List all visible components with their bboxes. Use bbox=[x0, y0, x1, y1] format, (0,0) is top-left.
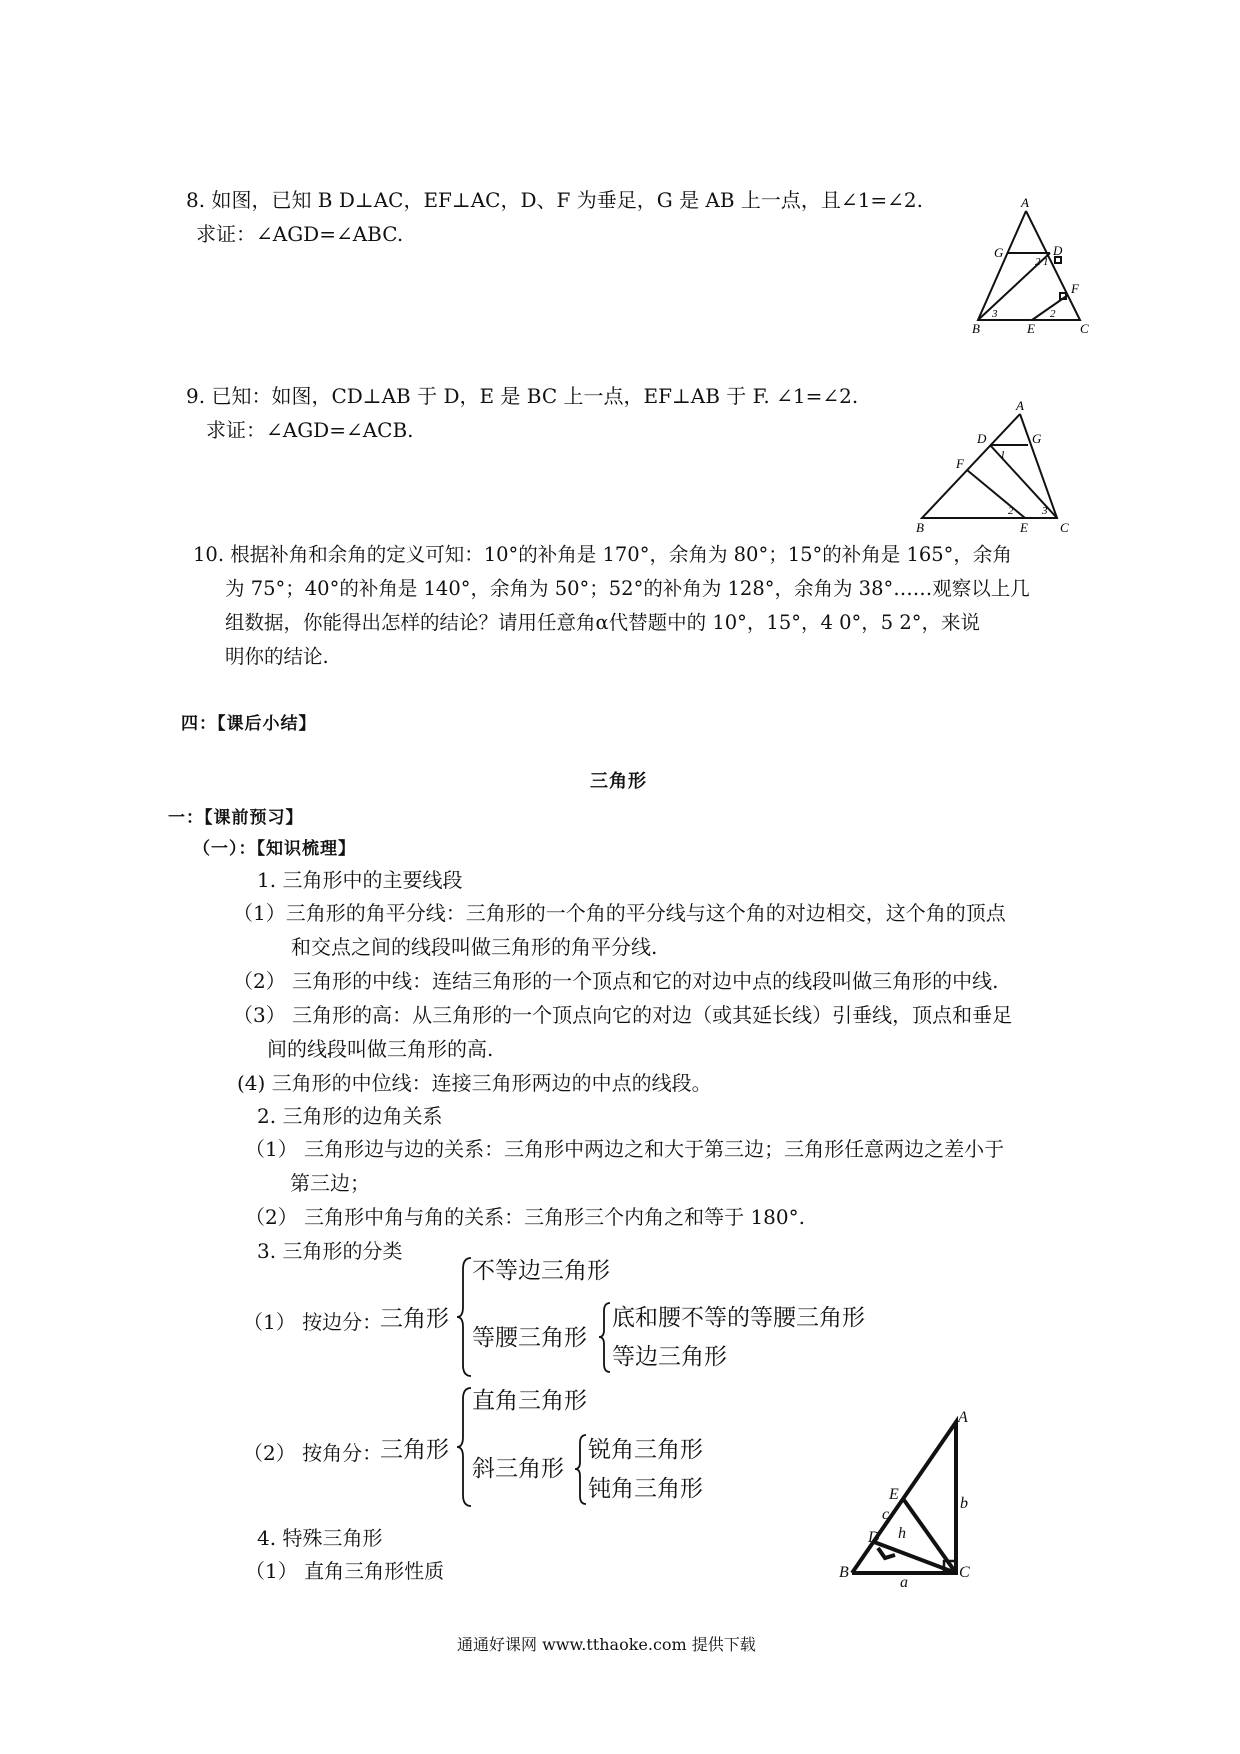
q8-label-A: A bbox=[1021, 195, 1029, 210]
k1-p3a: （3） 三角形的高：从三角形的一个顶点向它的对边（或其延长线）引垂线，顶点和垂足 bbox=[233, 1003, 1013, 1027]
k3-by-side-label: （1） 按边分： bbox=[243, 1310, 383, 1334]
k3-right: 直角三角形 bbox=[472, 1388, 587, 1414]
chapter-title: 三角形 bbox=[590, 771, 647, 792]
q9-label-D: D bbox=[977, 431, 987, 446]
k3-iso-unequal: 底和腰不等的等腰三角形 bbox=[612, 1305, 865, 1331]
q9-label-3: 3 bbox=[1042, 505, 1048, 517]
k1-p2: （2） 三角形的中线：连结三角形的一个顶点和它的对边中点的线段叫做三角形的中线. bbox=[233, 969, 999, 993]
q9-line2: 求证：∠AGD=∠ACB. bbox=[206, 418, 414, 442]
page-footer: 通通好课网 www.tthaoke.com 提供下载 bbox=[457, 1635, 756, 1654]
q8-label-1: 1 bbox=[1043, 256, 1049, 268]
k2-title: 2. 三角形的边角关系 bbox=[257, 1104, 443, 1128]
q8-line1: 8. 如图，已知 B D⊥AC，EF⊥AC，D、F 为垂足，G 是 AB 上一点，且∠1=∠2. bbox=[186, 188, 924, 212]
k3-by-angle-root: 三角形 bbox=[380, 1437, 449, 1463]
k3-scalene: 不等边三角形 bbox=[472, 1258, 610, 1284]
k3-by-angle-label: （2） 按角分： bbox=[243, 1441, 383, 1465]
k2-p1b: 第三边； bbox=[290, 1171, 370, 1195]
k3-equilateral: 等边三角形 bbox=[612, 1344, 727, 1370]
q8-label-B: B bbox=[972, 321, 980, 335]
k1-p3b: 间的线段叫做三角形的高. bbox=[267, 1037, 494, 1061]
q8-figure bbox=[960, 195, 1110, 335]
k4-p1: （1） 直角三角形性质 bbox=[245, 1559, 445, 1583]
q9-label-C: C bbox=[1060, 520, 1069, 533]
q8-label-2b: 2 bbox=[1050, 308, 1056, 320]
rt-label-h: h bbox=[898, 1525, 906, 1542]
q8-line2: 求证：∠AGD=∠ABC. bbox=[196, 222, 404, 246]
right-triangle-figure bbox=[838, 1408, 978, 1588]
rt-label-a: a bbox=[900, 1574, 908, 1588]
q8-label-F: F bbox=[1071, 281, 1079, 296]
rt-label-B: B bbox=[839, 1564, 849, 1581]
q8-label-E: E bbox=[1027, 321, 1035, 335]
q8-label-2: 2 bbox=[1035, 256, 1041, 268]
rt-label-E: E bbox=[889, 1486, 899, 1503]
q10-line3: 组数据，你能得出怎样的结论？请用任意角α代替题中的 10°，15°，4 0°，5 2°，来说 bbox=[225, 611, 981, 634]
q9-label-B: B bbox=[916, 520, 924, 533]
k3-isosceles: 等腰三角形 bbox=[472, 1325, 587, 1351]
subsection1-heading: （一）：【知识梳理】 bbox=[193, 839, 356, 859]
k3-obtuse: 钝角三角形 bbox=[588, 1476, 703, 1502]
q8-label-C: C bbox=[1080, 321, 1089, 335]
k3-oblique: 斜三角形 bbox=[472, 1456, 564, 1482]
k1-p1a: （1）三角形的角平分线：三角形的一个角的平分线与这个角的对边相交，这个角的顶点 bbox=[233, 901, 1006, 925]
q9-label-2: 2 bbox=[1008, 505, 1014, 517]
q9-line1: 9. 已知：如图，CD⊥AB 于 D，E 是 BC 上一点，EF⊥AB 于 F. ∠1=∠2. bbox=[186, 384, 859, 408]
q9-label-1: 1 bbox=[1000, 449, 1006, 461]
q10-line1: 10. 根据补角和余角的定义可知：10°的补角是 170°，余角为 80°；15°的补角是 165°，余角 bbox=[193, 543, 1012, 566]
k2-p2: （2） 三角形中角与角的关系：三角形三个内角之和等于 180°. bbox=[245, 1205, 805, 1229]
rt-label-b: b bbox=[960, 1495, 968, 1512]
brace-isosceles bbox=[597, 1300, 613, 1375]
q9-label-G: G bbox=[1032, 431, 1042, 446]
k1-p4: (4) 三角形的中位线：连接三角形两边的中点的线段。 bbox=[237, 1071, 712, 1095]
q9-figure bbox=[910, 398, 1075, 533]
rt-label-D: D bbox=[868, 1529, 880, 1546]
k4-title: 4. 特殊三角形 bbox=[257, 1526, 383, 1550]
k2-p1a: （1） 三角形边与边的关系：三角形中两边之和大于第三边；三角形任意两边之差小于 bbox=[245, 1137, 1005, 1161]
q8-label-3: 3 bbox=[992, 308, 998, 320]
q10-line4: 明你的结论. bbox=[225, 645, 329, 668]
q9-label-E: E bbox=[1020, 520, 1028, 533]
q9-label-F: F bbox=[956, 456, 964, 471]
k3-acute: 锐角三角形 bbox=[588, 1437, 703, 1463]
section1-heading: 一：【课前预习】 bbox=[168, 808, 304, 828]
k1-p1b: 和交点之间的线段叫做三角形的角平分线. bbox=[291, 935, 658, 959]
q9-label-A: A bbox=[1016, 398, 1024, 413]
k3-title: 3. 三角形的分类 bbox=[257, 1239, 403, 1263]
q8-label-G: G bbox=[994, 245, 1004, 260]
section4-heading: 四：【课后小结】 bbox=[181, 714, 317, 734]
k3-by-side-root: 三角形 bbox=[380, 1306, 449, 1332]
q8-label-D: D bbox=[1053, 243, 1063, 258]
brace-oblique bbox=[573, 1432, 589, 1507]
q10-line2: 为 75°；40°的补角是 140°，余角为 50°；52°的补角为 128°，余角为 38°……观察以上几 bbox=[225, 577, 1030, 600]
rt-label-C: C bbox=[959, 1564, 970, 1581]
rt-label-c: c bbox=[882, 1506, 890, 1523]
k1-title: 1. 三角形中的主要线段 bbox=[257, 868, 463, 892]
rt-label-A: A bbox=[958, 1409, 968, 1426]
